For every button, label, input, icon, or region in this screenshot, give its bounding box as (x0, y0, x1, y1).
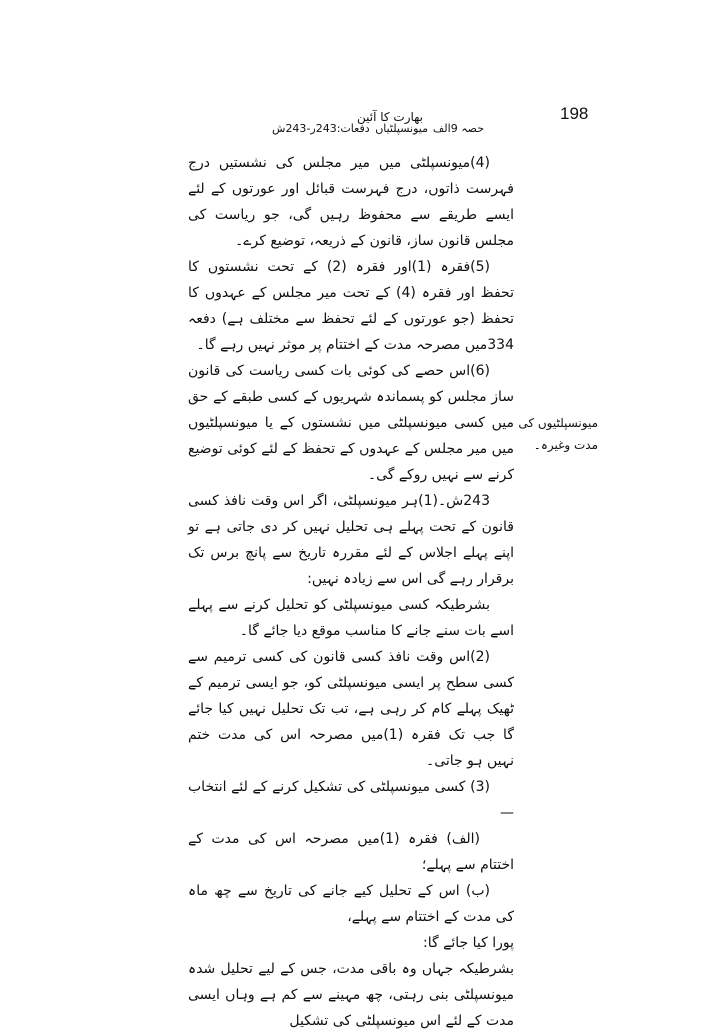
paragraph-clause-2: (2)اس وقت نافذ کسی قانون کی کسی ترمیم سے کسی سطح پر ایسی میونسپلٹی کو، جو ایسی ترمیم کے ٹھیک پہلے کام کر رہی ہے، تب تک تحلیل نہیں کیا جائے گا جب تک فقرہ (1)میں مصرحہ اس کی مدت ختم نہیں ہو جاتی۔ (188, 649, 514, 769)
running-head: بھارت کا آئین (356, 110, 424, 124)
paragraph-subclause-alif: (الف) فقرہ (1)میں مصرحہ اس کی مدت کے اختتام سے پہلے؛ (188, 831, 514, 873)
paragraph-subclause-be: (ب) اس کے تحلیل کیے جانے کی تاریخ سے چھ ماہ کی مدت کے اختتام سے پہلے، (188, 883, 514, 925)
header-part: حصہ 9الف (432, 122, 484, 135)
paragraph-proviso-1: بشرطیکہ کسی میونسپلٹی کو تحلیل کرنے سے پہلے اسے بات سنے جانے کا مناسب موقع دیا جائے گا۔ (188, 597, 514, 639)
margin-note: میونسپلٹیوں کی مدت وغیرہ۔ (518, 416, 598, 452)
section-header (272, 122, 484, 140)
header-sections: دفعات:243ر-243ش (272, 122, 370, 135)
page-number: 198 (560, 104, 589, 123)
header-subject: میونسپلٹیاں (375, 122, 428, 135)
paragraph-proviso-2: بشرطیکہ جہاں وہ باقی مدت، جس کے لیے تحلیل شدہ میونسپلٹی بنی رہتی، چھ مہینے سے کم ہے وہاں ایسی مدت کے لئے اس میونسپلٹی کی تشکیل (188, 961, 514, 1029)
paragraph-clause-3: (3) کسی میونسپلٹی کی تشکیل کرنے کے لئے انتخاب — (188, 779, 514, 821)
paragraph-section-243sh: 243ش۔(1)ہر میونسپلٹی، اگر اس وقت نافذ کسی قانون کے تحت پہلے ہی تحلیل نہیں کر دی جاتی ہے تو اپنے پہلے اجلاس کے لئے مقررہ تاریخ سے پانچ برس تک برقرار رہے گی اس سے زیادہ نہیں: (188, 493, 514, 587)
paragraph-completion: پورا کیا جائے گا: (423, 935, 514, 951)
body-text (188, 150, 514, 1034)
paragraph-clause-4: (4)میونسپلٹی میں میر مجلس کی نشستیں درج فہرست ذاتوں، درج فہرست قبائل اور عورتوں کے لئے ایسے طریقے سے محفوظ رہیں گی، جو ریاست کی مجلس قانون ساز، قانون کے ذریعہ، توضیع کرے۔ (188, 155, 514, 249)
paragraph-clause-5: (5)فقرہ (1)اور فقرہ (2) کے تحت نشستوں کا تحفظ اور فقرہ (4) کے تحت میر مجلس کے عہدوں کا تحفظ (جو عورتوں کے لئے تحفظ سے مختلف ہے) دفعہ 334میں مصرحہ مدت کے اختتام پر موثر نہیں رہے گا۔ (188, 259, 514, 353)
paragraph-clause-6: (6)اس حصے کی کوئی بات کسی ریاست کی قانون ساز مجلس کو پسماندہ شہریوں کے کسی طبقے کے حق میں کسی میونسپلٹی میں نشستوں کے یا میونسپلٹیوں میں میر مجلس کے عہدوں کے تحفظ کے لئے کوئی توضیع کرنے سے نہیں روکے گی۔ (188, 363, 514, 483)
